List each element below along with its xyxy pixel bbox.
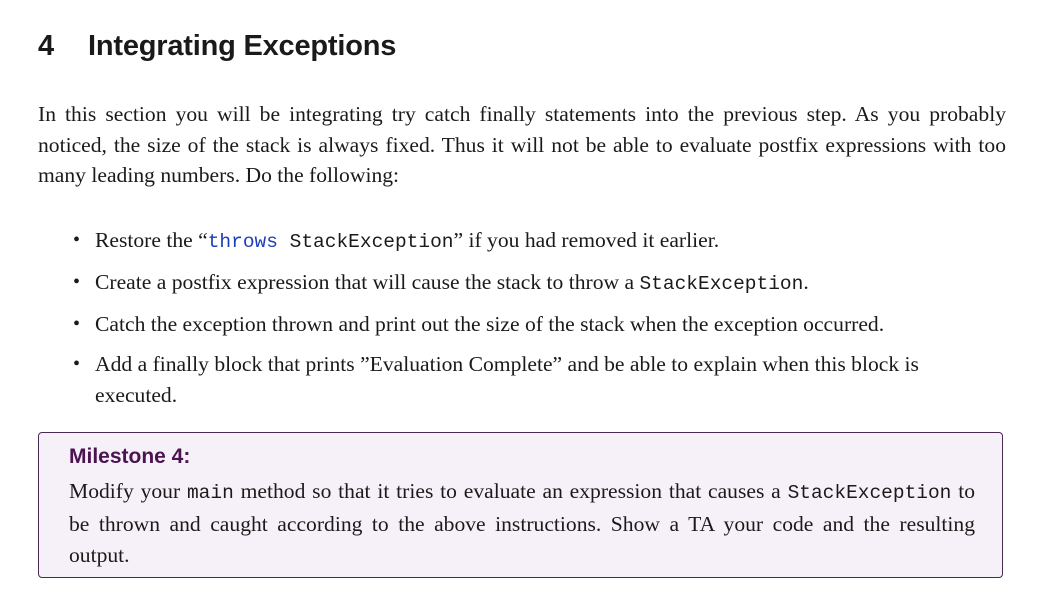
milestone-box: [38, 432, 1003, 578]
list-item-text-pre: Restore the “: [95, 228, 208, 252]
milestone-body: [69, 476, 975, 571]
section-number: 4: [38, 30, 54, 62]
milestone-text: method so that it tries to evaluate an expression that causes a: [233, 479, 788, 503]
bullet-icon: •: [73, 229, 81, 251]
section-heading: [38, 30, 396, 63]
bullet-icon: •: [73, 271, 81, 293]
milestone-text: to be thrown and caught according to the above instructions. Show a TA your code and the resulting output.: [69, 479, 975, 567]
list-item-text-pre: Create a postfix expression that will cause the stack to throw a: [95, 270, 640, 294]
list-item: [70, 267, 1006, 300]
instruction-list: [70, 225, 1006, 420]
section-title: Integrating Exceptions: [88, 30, 397, 62]
code-identifier: StackException: [639, 273, 804, 295]
milestone-title: Milestone 4:: [69, 445, 191, 468]
code-identifier: main: [186, 482, 234, 504]
list-item-text-post: ” if you had removed it earlier.: [453, 228, 720, 252]
milestone-text: Modify your: [69, 479, 187, 503]
list-item: [70, 349, 1006, 410]
bullet-icon: •: [73, 353, 81, 375]
code-keyword: throws: [207, 231, 278, 253]
bullet-icon: •: [73, 313, 81, 335]
list-item: [70, 309, 1006, 340]
intro-paragraph: In this section you will be integrating try catch finally statements into the previous step. As you probably noticed, the size of the stack is always fixed. Thus it will not be able to evaluate postfix expressions with too many leading numbers. Do the following:: [38, 102, 1006, 187]
code-identifier: StackException: [787, 482, 952, 504]
list-item: [70, 225, 1006, 258]
list-item-text: Catch the exception thrown and print out the size of the stack when the exception occurred.: [95, 312, 885, 336]
list-item-text: Add a finally block that prints ”Evaluation Complete” and be able to explain when this block is executed.: [95, 352, 919, 407]
code-identifier: StackException: [277, 231, 454, 253]
list-item-text-post: .: [803, 270, 809, 294]
